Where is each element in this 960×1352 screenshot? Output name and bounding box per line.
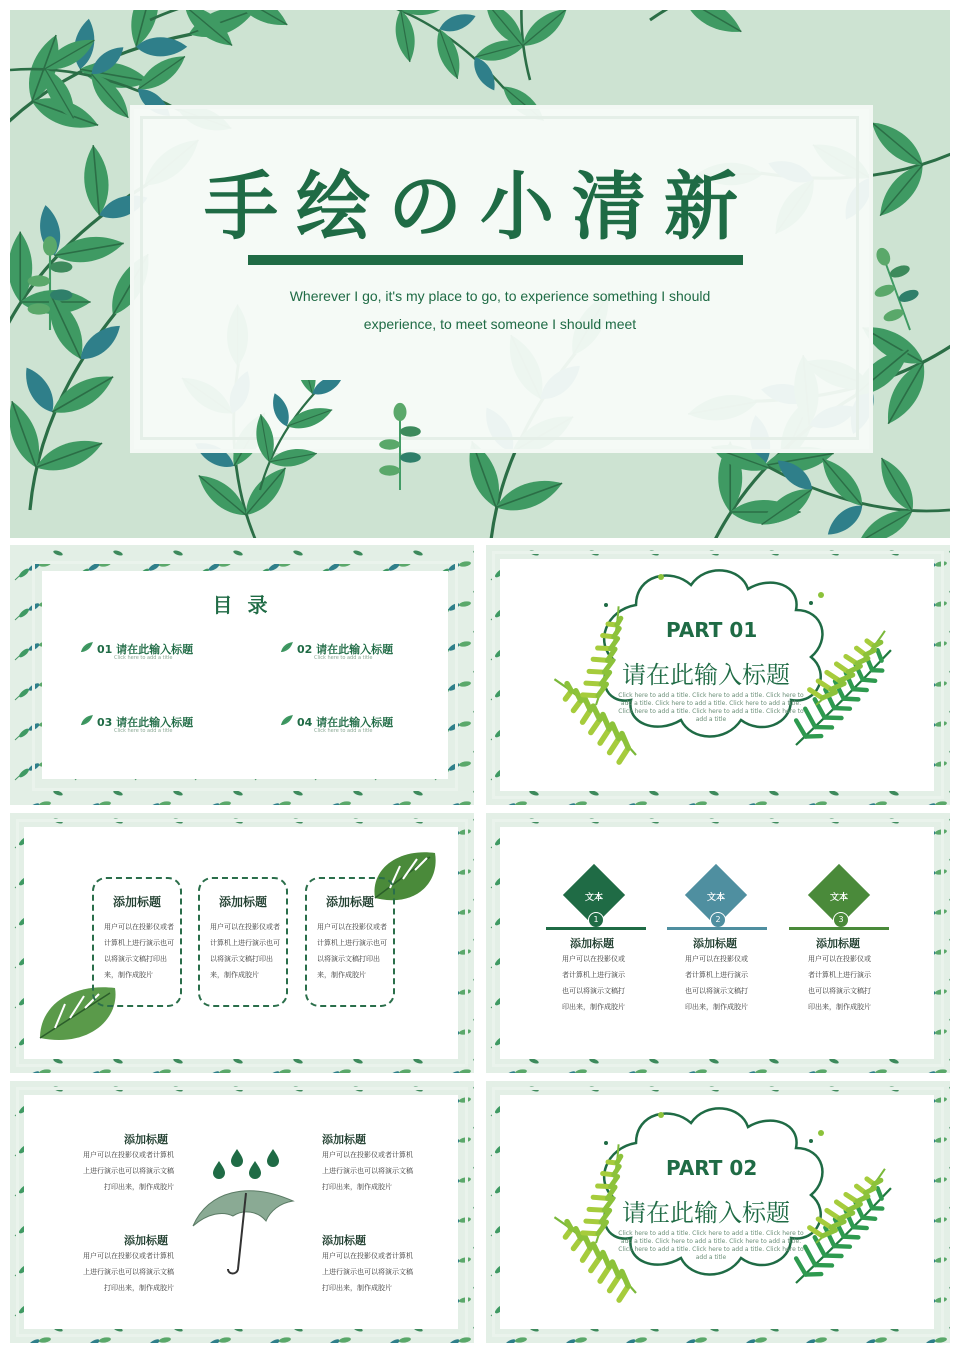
card-3-title: 添加标题 <box>325 895 374 909</box>
toc-item-1[interactable]: 01 请在此输入标题 <box>97 643 194 656</box>
step-3-title: 添加标题 <box>816 937 860 950</box>
part2-title: 请在此输入标题 <box>622 1199 790 1227</box>
leaf-icon <box>80 713 96 727</box>
step-2-number: 2 <box>710 912 726 928</box>
toc-item-4-sub: Click here to add a title <box>314 728 373 734</box>
card-1-title: 添加标题 <box>112 895 161 909</box>
step-2-title: 添加标题 <box>693 937 737 950</box>
step-1-number: 1 <box>588 912 604 928</box>
card-2-body: 用户可以在投影仪或者计算机上进行演示也可以将演示文稿打印出来，制作成胶片 <box>210 923 280 979</box>
toc-slide[interactable] <box>10 545 474 805</box>
toc-item-3-sub: Click here to add a title <box>114 728 173 734</box>
sprig-icon <box>250 380 470 500</box>
subtitle-line-1: Wherever I go, it's my place to go, to experience something I should <box>289 288 711 304</box>
step-1-badge: 文本 <box>584 893 603 903</box>
step-3-badge: 文本 <box>829 893 848 903</box>
umbrella-icon <box>188 1141 308 1281</box>
leaf-icon <box>80 640 96 654</box>
step-2-badge: 文本 <box>706 893 725 903</box>
step-1-body: 用户可以在投影仪或者计算机上进行演示也可以将演示文稿打印出来，制作成胶片 <box>562 955 625 1011</box>
toc-item-3[interactable]: 03 请在此输入标题 <box>97 716 194 729</box>
part1-label: PART 01 <box>666 618 758 642</box>
cards-slide[interactable] <box>10 813 474 1073</box>
cover-subtitle <box>210 282 790 338</box>
step-1-line <box>546 927 646 930</box>
step-2-line <box>667 927 767 930</box>
leaf-icon <box>280 640 296 654</box>
block-1-title: 添加标题 <box>124 1133 168 1146</box>
leaf-icon <box>280 713 296 727</box>
card-3-body: 用户可以在投影仪或者计算机上进行演示也可以将演示文稿打印出来，制作成胶片 <box>317 923 387 979</box>
toc-item-1-sub: Click here to add a title <box>114 655 173 661</box>
card-1-body: 用户可以在投影仪或者计算机上进行演示也可以将演示文稿打印出来，制作成胶片 <box>104 923 174 979</box>
part1-caption: Click here to add a title. Click here to add a title. Click here to add a title. Click here to add a title. Click here to add a title. Click here to add a title. Click here to add a title. Click here to add a title <box>618 692 804 723</box>
block-4-title: 添加标题 <box>322 1234 366 1247</box>
block-3-title: 添加标题 <box>124 1234 168 1247</box>
block-2-body: 用户可以在投影仪或者计算机上进行演示也可以将演示文稿打印出来，制作成胶片 <box>322 1151 413 1191</box>
card-2[interactable] <box>198 877 288 1007</box>
card-2-title: 添加标题 <box>218 895 267 909</box>
toc-item-2[interactable]: 02 请在此输入标题 <box>297 643 394 656</box>
umbrella-slide[interactable] <box>10 1081 474 1343</box>
step-2-body: 用户可以在投影仪或者计算机上进行演示也可以将演示文稿打印出来，制作成胶片 <box>685 955 748 1011</box>
part2-caption: Click here to add a title. Click here to add a title. Click here to add a title. Click here to add a title. Click here to add a title. Click here to add a title. Click here to add a title. Click here to add a title <box>618 1230 804 1261</box>
block-4-body: 用户可以在投影仪或者计算机上进行演示也可以将演示文稿打印出来，制作成胶片 <box>322 1252 413 1292</box>
step-3-body: 用户可以在投影仪或者计算机上进行演示也可以将演示文稿打印出来，制作成胶片 <box>808 955 871 1011</box>
part1-slide[interactable] <box>486 545 950 805</box>
step-3-line <box>789 927 889 930</box>
block-3-body: 用户可以在投影仪或者计算机上进行演示也可以将演示文稿打印出来，制作成胶片 <box>83 1252 174 1292</box>
step-3-number: 3 <box>833 912 849 928</box>
subtitle-line-2: experience, to meet someone I should meet <box>363 316 637 332</box>
card-3[interactable] <box>305 877 395 1007</box>
block-1-body: 用户可以在投影仪或者计算机上进行演示也可以将演示文稿打印出来，制作成胶片 <box>83 1151 174 1191</box>
part2-slide[interactable] <box>486 1081 950 1343</box>
card-1[interactable] <box>92 877 182 1007</box>
cover-title: 手绘の小清新 <box>204 164 756 250</box>
part1-title: 请在此输入标题 <box>622 661 790 689</box>
toc-title: 目 录 <box>212 593 272 617</box>
toc-item-4[interactable]: 04 请在此输入标题 <box>297 716 394 729</box>
toc-item-2-sub: Click here to add a title <box>314 655 373 661</box>
step-1-title: 添加标题 <box>570 937 614 950</box>
steps-slide[interactable] <box>486 813 950 1073</box>
cover-slide[interactable] <box>10 10 950 538</box>
block-2-title: 添加标题 <box>322 1133 366 1146</box>
part2-label: PART 02 <box>666 1156 758 1180</box>
title-underline <box>248 255 743 265</box>
